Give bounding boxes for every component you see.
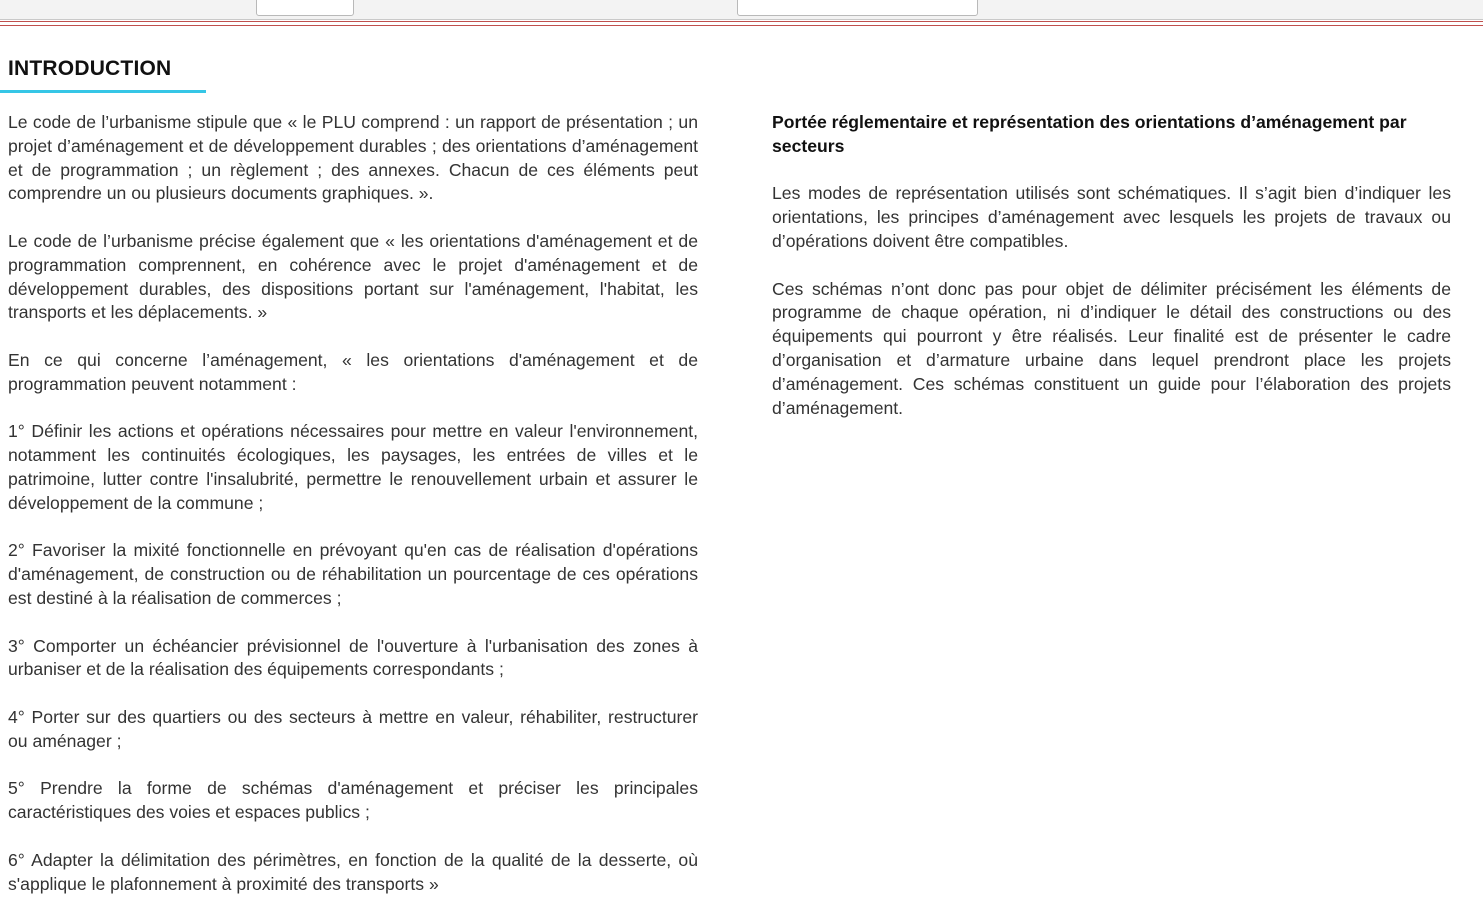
right-column xyxy=(772,111,1451,444)
right-paragraph: Les modes de représentation utilisés sont schématiques. Il s’agit bien d’indiquer les orientations, les principes d’aménagement avec lesquels les projets de travaux ou d’opérations doivent être compatibles. xyxy=(772,183,1451,251)
left-column xyxy=(8,111,698,920)
toolbar-input-left[interactable] xyxy=(256,0,354,16)
left-paragraph: 1° Définir les actions et opérations nécessaires pour mettre en valeur l'environnement, notamment les continuités écologiques, les paysages, les entrées de villes et le patrimoine, lutter contre l'insalubrité, permettre le renouvellement urbain et assurer le développement de la commune ; xyxy=(8,421,698,513)
section-title-underline xyxy=(0,90,206,93)
left-paragraph: 5° Prendre la forme de schémas d'aménagement et préciser les principales caractéristiques des voies et espaces publics ; xyxy=(8,778,698,823)
section-title: INTRODUCTION xyxy=(8,57,172,80)
left-paragraph: 3° Comporter un échéancier prévisionnel de l'ouverture à l'urbanisation des zones à urbaniser et de la réalisation des équipements correspondants ; xyxy=(8,635,698,680)
left-paragraph: 2° Favoriser la mixité fonctionnelle en prévoyant qu'en cas de réalisation d'opérations d'aménagement, de construction ou de réhabilitation un pourcentage de ces opérations est destiné à la réalisation de commerces ; xyxy=(8,540,698,608)
left-paragraph: Le code de l’urbanisme précise également que « les orientations d'aménagement et de programmation comprennent, en cohérence avec le projet d'aménagement et de développement durables, des dispositions portant sur l'aménagement, l'habitat, les transports et les déplacements. » xyxy=(8,230,698,323)
left-paragraph: En ce qui concerne l’aménagement, « les orientations d'aménagement et de programmation peuvent notamment : xyxy=(8,349,698,394)
right-paragraph: Ces schémas n’ont donc pas pour objet de délimiter précisément les éléments de programme de chaque opération, ni d’indiquer le détail des constructions ou des équipements qui pourront y être réalisés. Leur finalité est de présenter le cadre d’organisation et d’armature urbaine dans lequel prendront place les projets d’aménagement. Ces schémas constituent un guide pour l’élaboration des projets d’aménagement. xyxy=(772,278,1451,418)
left-paragraph: 4° Porter sur des quartiers ou des secteurs à mettre en valeur, réhabiliter, restructurer ou aménager ; xyxy=(8,706,698,751)
header-rule-top xyxy=(0,21,1483,22)
toolbar xyxy=(0,0,1483,20)
toolbar-input-right[interactable] xyxy=(737,0,978,16)
left-paragraph: Le code de l’urbanisme stipule que « le PLU comprend : un rapport de présentation ; un projet d’aménagement et de développement durables ; des orientations d’aménagement et de programmation ; un règlement ; des annexes. Chacun de ces éléments peut comprendre un ou plusieurs documents graphiques. ». xyxy=(8,112,698,204)
header-rule-bottom xyxy=(0,25,1483,26)
left-paragraph: 6° Adapter la délimitation des périmètres, en fonction de la qualité de la desserte, où s'applique le plafonnement à proximité des transports » xyxy=(8,849,698,894)
right-subheading: Portée réglementaire et représentation des orientations d’aménagement par secteurs xyxy=(772,112,1407,156)
